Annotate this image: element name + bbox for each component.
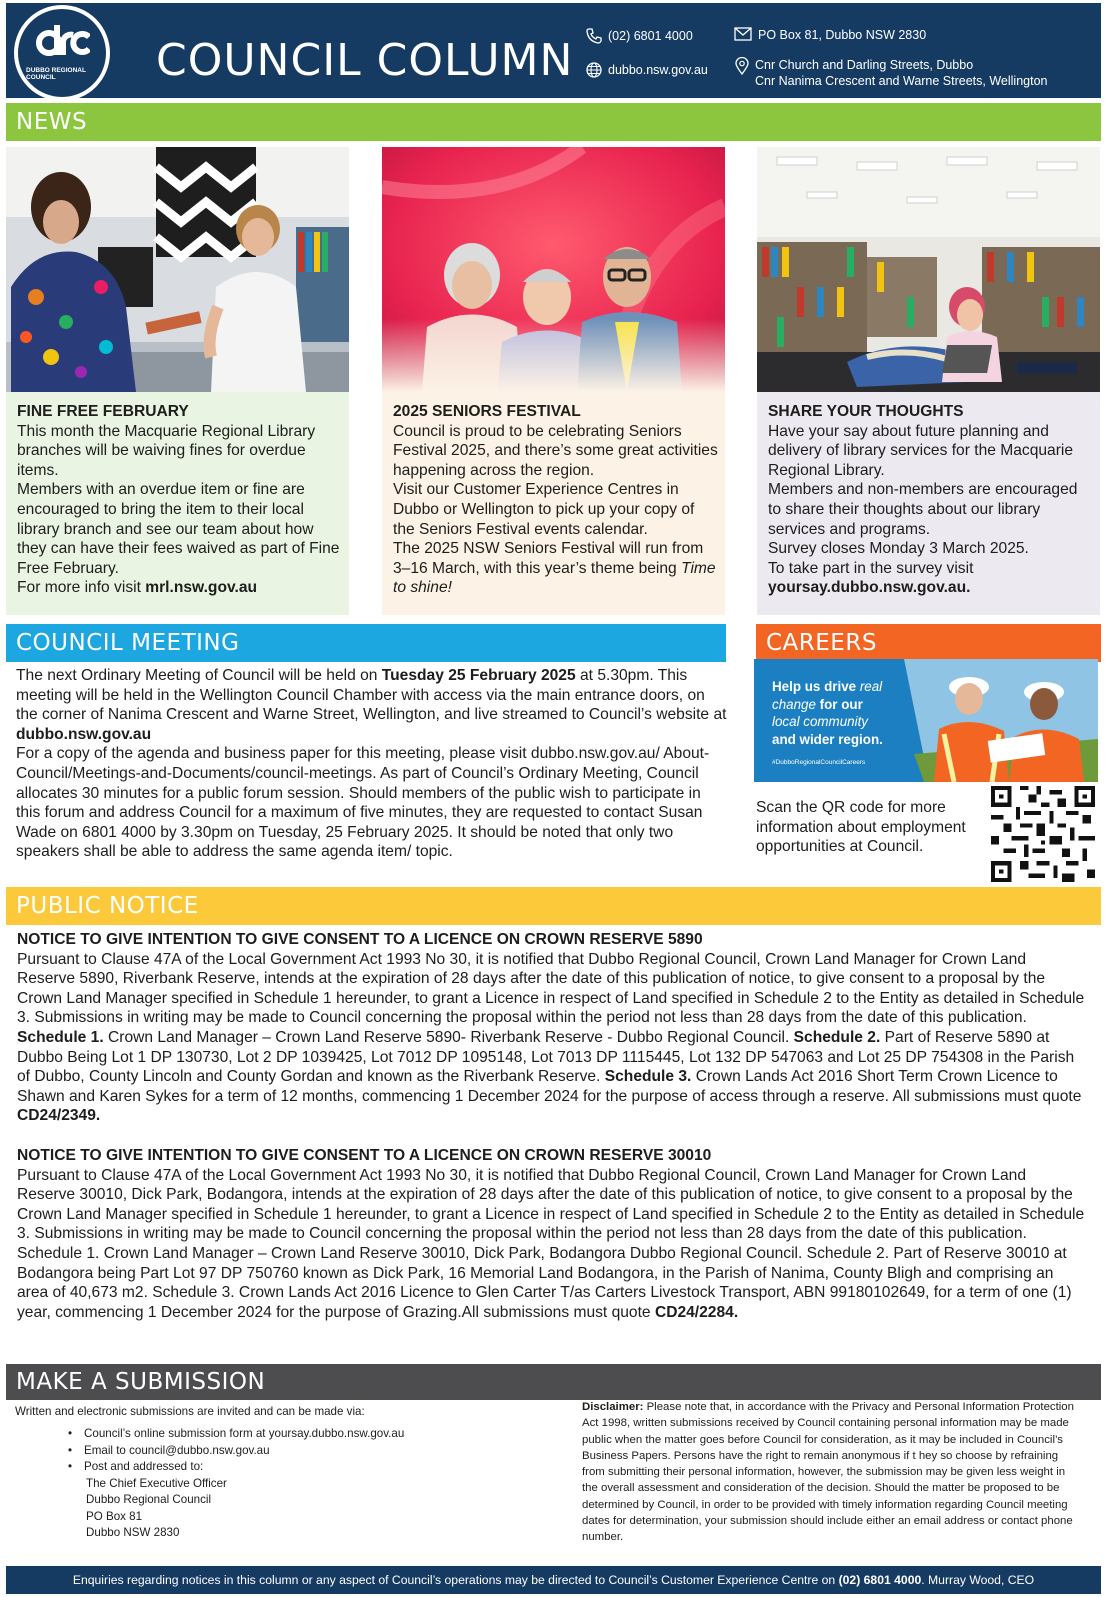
news-title: FINE FREE FEBRUARY: [17, 403, 189, 420]
drc-logo-icon: [35, 23, 90, 61]
news-text-fine-free: [17, 402, 342, 598]
globe-icon: [586, 62, 602, 78]
council-meeting-section-bar: COUNCIL MEETING: [6, 624, 726, 662]
news-item-share-thoughts: [757, 147, 1100, 615]
notice-title: NOTICE TO GIVE INTENTION TO GIVE CONSENT TO A LICENCE ON CROWN RESERVE 5890: [17, 931, 703, 948]
news-paragraph: For more info visit mrl.nsw.gov.au: [17, 579, 258, 597]
news-paragraph: Members with an overdue item or fine are encouraged to bring the item to their local library branch and see our team about how they can have their fees waived as part of Fine Free February.: [17, 481, 340, 577]
news-section-bar: NEWS: [6, 103, 1101, 141]
library-counter-photo: [6, 147, 349, 392]
address-line: PO Box 81: [86, 1509, 143, 1523]
news-text-share-thoughts: [768, 402, 1093, 598]
logo-text: DUBBO REGIONAL COUNCIL: [26, 67, 86, 81]
notice-title: NOTICE TO GIVE INTENTION TO GIVE CONSENT TO A LICENCE ON CROWN RESERVE 30010: [17, 1147, 712, 1164]
notice-reference: CD24/2284.: [654, 1303, 739, 1321]
meeting-paragraph: The next Ordinary Meeting of Council will be held on Tuesday 25 February 2025 at 5.30pm. This meeting will be held in the Wellington Council Chamber with access via the main entrance doors, on the corner of Nanima Crescent and Warne Street, Wellington, and live streamed to Council’s website at dubbo.nsw.gov.au: [16, 667, 727, 743]
postal-info: [734, 27, 926, 43]
news-title: SHARE YOUR THOUGHTS: [768, 403, 964, 420]
privacy-disclaimer: Disclaimer: Please note that, in accordance with the Privacy and Personal Information Protection Act 1998, written submissions received by Council containing personal information may be made public when the matter goes before Council for consideration, as it may be included in Council’s Business Papers. Persons have the right to remain anonymous if t hey so choose by refraining from submitting their personal information, however, the submission may be given less weight in the overall assessment and consideration of the decision. Should the matter be proposed to be determined by Council, in order to be provided with timely information regarding Council meeting dates for determination, your submission should include either an email address or contact phone number.: [582, 1401, 1074, 1544]
news-paragraph: Survey closes Monday 3 March 2025.: [768, 540, 1029, 558]
mrl-link[interactable]: mrl.nsw.gov.au: [145, 579, 258, 597]
careers-banner[interactable]: [754, 659, 1098, 782]
news-item-fine-free: [6, 147, 349, 615]
page-footer: Enquiries regarding notices in this column or any aspect of Council’s operations may be directed to Council’s Customer Experience Centre on (02) 6801 4000. Murray Wood, CEO: [6, 1566, 1101, 1594]
submission-intro: Written and electronic submissions are invited and can be made via:: [15, 1405, 365, 1418]
phone-info: [586, 28, 693, 44]
news-paragraph: To take part in the survey visit yoursay.dubbo.nsw.gov.au.: [768, 559, 974, 597]
page-title: COUNCIL COLUMN: [156, 35, 574, 86]
news-item-seniors-festival: [382, 147, 725, 615]
public-notice-section-bar: PUBLIC NOTICE: [6, 887, 1101, 925]
news-title: 2025 SENIORS FESTIVAL: [393, 403, 581, 420]
list-item: • Post and addressed to:: [84, 1459, 404, 1476]
news-paragraph: This month the Macquarie Regional Library branches will be waiving fines for overdue items.: [17, 422, 316, 479]
po-box: PO Box 81, Dubbo NSW 2830: [758, 28, 927, 42]
phone-icon: [586, 28, 602, 44]
council-logo: [14, 5, 110, 101]
address-info: [735, 57, 1048, 89]
news-paragraph: Visit our Customer Experience Centres in Dubbo or Wellington to pick up your copy of the Seniors Festival events calendar.: [393, 481, 695, 538]
page-header: [6, 3, 1101, 98]
website-link[interactable]: dubbo.nsw.gov.au: [608, 63, 708, 77]
council-meeting-text: [16, 666, 728, 862]
council-website-link[interactable]: dubbo.nsw.gov.au: [16, 725, 152, 743]
disclaimer-label: Disclaimer:: [582, 1401, 644, 1413]
yoursay-link[interactable]: yoursay.dubbo.nsw.gov.au.: [768, 579, 971, 597]
news-text-seniors-festival: [393, 402, 718, 598]
location-pin-icon: [735, 57, 749, 75]
careers-section-bar: CAREERS: [756, 624, 1101, 662]
notice-reserve-30010: NOTICE TO GIVE INTENTION TO GIVE CONSENT TO A LICENCE ON CROWN RESERVE 30010 Pursuant to Clause 47A of the Local Government Act 1993 No 30, it is notified that Dubbo Regional Council, Crown Land Manager for Crown Land Reserve 30010, Dick Park, Bodangora, intends at the expiration of 28 days after the date of this publication of notice, to give consent to a proposal by the Crown Land Manager specified in Schedule 1 hereunder, to grant a Licence in respect of Land specified in Schedule 2 to the Entity as detailed in Schedule 3. Submissions in writing may be made to Council concerning the proposal within the period not less than 28 days from the date of this publication. Schedule 1. Crown Land Manager – Crown Land Reserve 30010, Dick Park, Bodangora Dubbo Regional Council. Schedule 2. Part of Reserve 30010 at Bodangora being Part Lot 97 DP 750760 known as Dick Park, 16 Memorial Land Bodangora, in the Parish of Nanima, County Bligh and comprising an area of 40,673 m2. Schedule 3. Crown Lands Act 2016 Licence to Glen Carter T/as Carters Livestock Transport, ABN 99180102649, for a term of one (1) year, commencing 1 December 2024 for the purpose of Grazing.All submissions must quote CD24/2284.: [17, 1146, 1087, 1322]
website-info: [586, 62, 708, 78]
phone-number[interactable]: (02) 6801 4000: [608, 29, 693, 43]
careers-tagline: Help us drive real change for our local community and wider region. #DubboRegionalCouncilCareers: [772, 678, 883, 772]
make-submission-section-bar: MAKE A SUBMISSION: [6, 1364, 1101, 1400]
address-line-1: Cnr Church and Darling Streets, Dubbo: [755, 58, 974, 72]
address-line: The Chief Executive Officer: [86, 1476, 227, 1490]
careers-hashtag: #DubboRegionalCouncilCareers: [772, 759, 866, 766]
submission-methods-list: [84, 1426, 404, 1542]
library-study-photo: [757, 147, 1100, 392]
careers-scan-text: Scan the QR code for more information about employment opportunities at Council.: [756, 799, 966, 856]
seniors-festival-photo: [382, 147, 725, 392]
notice-reference: CD24/2349.: [17, 1107, 101, 1125]
meeting-paragraph: For a copy of the agenda and business paper for this meeting, please visit dubbo.nsw.gov.au/ About-Council/Meetings-and-Documents/council-meetings. As part of Council’s Ordinary Meeting, Council allocates 30 minutes for a public forum session. Should members of the public wish to participate in this forum and address Council for a maximum of five minutes, they are requested to contact Susan Wade on 6801 4000 by 3.30pm on Tuesday, 25 February 2025. It should be noted that only two speakers shall be able to address the same agenda item/ topic.: [16, 745, 710, 861]
meeting-date: Tuesday 25 February 2025: [381, 667, 576, 684]
notice-reserve-5890: NOTICE TO GIVE INTENTION TO GIVE CONSENT TO A LICENCE ON CROWN RESERVE 5890 Pursuant to Clause 47A of the Local Government Act 1993 No 30, it is notified that Dubbo Regional Council, Crown Land Manager for Crown Land Reserve 5890, Riverbank Reserve, intends at the expiration of 28 days after the date of this publication of notice, to give consent to a proposal by the Crown Land Manager specified in Schedule 1 hereunder, to grant a Licence in respect of Land specified in Schedule 2 to the Entity as detailed in Schedule 3. Submissions in writing may be made to Council concerning the proposal within the period not less than 28 days from the date of this publication. Schedule 1. Crown Land Manager – Crown Land Reserve 5890- Riverbank Reserve - Dubbo Regional Council. Schedule 2. Part of Reserve 5890 at Dubbo Being Lot 1 DP 130730, Lot 2 DP 1039425, Lot 7012 DP 1095148, Lot 7013 DP 1115445, Lot 132 DP 547063 and Lot 25 DP 754308 in the Parish of Dubbo, County Lincoln and County Gordan and known as the Riverbank Reserve. Schedule 3. Crown Lands Act 2016 Short Term Crown Licence to Shawn and Karen Sykes for a term of 12 months, commencing 1 December 2024 for the purpose of access through a reserve. All submissions must quote CD24/2349.: [17, 930, 1087, 1126]
envelope-icon: [734, 27, 752, 41]
qr-code-icon[interactable]: [990, 786, 1096, 882]
news-paragraph: Members and non-members are encouraged to share their thoughts about our library services and programs.: [768, 481, 1078, 538]
footer-phone: (02) 6801 4000: [838, 1573, 922, 1587]
news-paragraph: Have your say about future planning and delivery of library services for the Macquarie Regional Library.: [768, 422, 1074, 479]
list-item: • Email to council@dubbo.nsw.gov.au: [84, 1443, 404, 1460]
news-paragraph: The 2025 NSW Seniors Festival will run from 3–16 March, with this year’s theme being Time to shine!: [393, 540, 716, 597]
list-item: • Council’s online submission form at yoursay.dubbo.nsw.gov.au: [84, 1426, 404, 1443]
address-line: Dubbo NSW 2830: [86, 1526, 180, 1539]
festival-theme: Time to shine!: [393, 559, 716, 597]
address-line: Dubbo Regional Council: [86, 1493, 212, 1506]
news-paragraph: Council is proud to be celebrating Seniors Festival 2025, and there’s some great activities happening across the region.: [393, 422, 718, 479]
address-line-2: Cnr Nanima Crescent and Warne Streets, Wellington: [755, 74, 1048, 88]
